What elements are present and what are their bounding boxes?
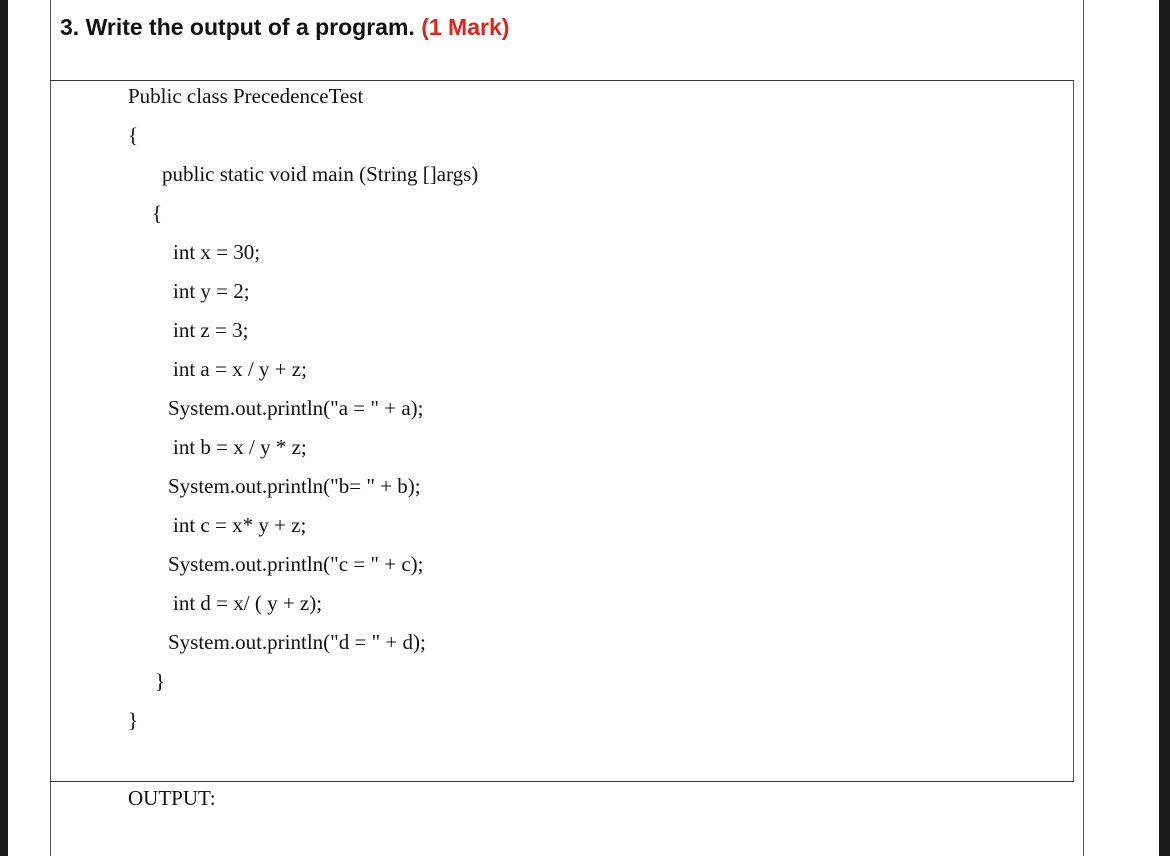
question-text: 3. Write the output of a program. xyxy=(60,14,415,40)
code-line: } xyxy=(155,669,166,693)
code-line: System.out.println("d = " + d); xyxy=(168,630,426,654)
code-line: int x = 30; xyxy=(173,240,261,264)
code-line: { xyxy=(128,123,139,147)
code-line: int b = x / y * z; xyxy=(173,435,307,459)
code-line: int y = 2; xyxy=(173,279,250,303)
code-line: int d = x/ ( y + z); xyxy=(173,591,323,615)
code-line: int a = x / y + z; xyxy=(173,357,307,381)
code-line: public static void main (String []args) xyxy=(162,162,479,186)
code-line: System.out.println("c = " + c); xyxy=(168,552,424,576)
code-line: System.out.println("b= " + b); xyxy=(168,474,421,498)
code-line: int c = x* y + z; xyxy=(173,513,307,537)
left-border xyxy=(0,0,8,856)
question-marks: (1 Mark) xyxy=(421,14,510,40)
code-line: { xyxy=(152,201,163,225)
code-line: Public class PrecedenceTest xyxy=(128,84,364,108)
code-line: System.out.println("a = " + a); xyxy=(168,396,424,420)
question-heading xyxy=(60,14,509,41)
output-label: OUTPUT: xyxy=(128,786,216,810)
code-line: } xyxy=(128,708,139,732)
right-border xyxy=(1159,0,1170,856)
code-line: int z = 3; xyxy=(173,318,249,342)
